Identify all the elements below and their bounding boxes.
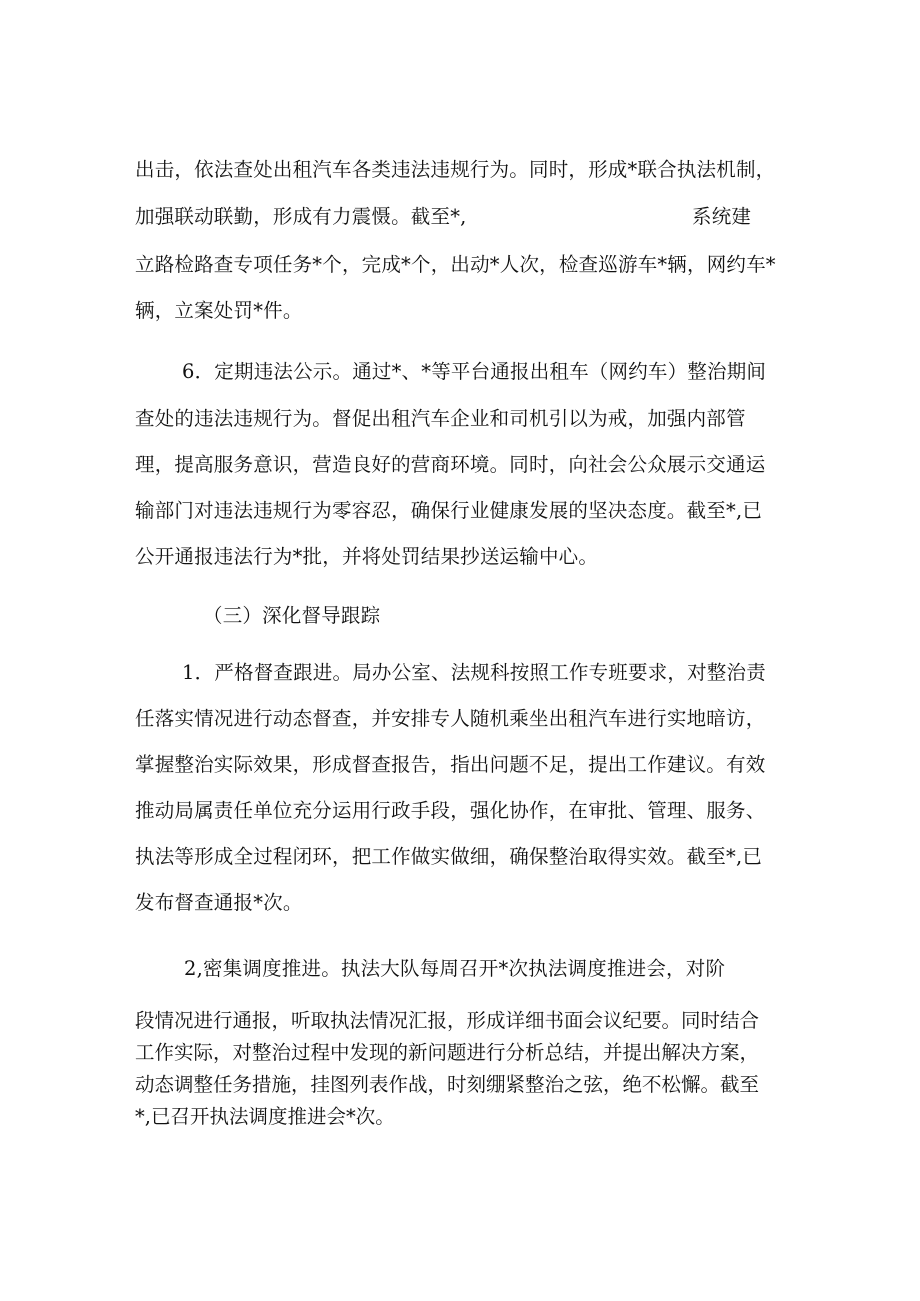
paragraph-3-line-1: 1．严格督查跟进。局办公室、法规科按照工作专班要求，对整治责 xyxy=(182,661,766,684)
paragraph-3-line-5: 执法等形成全过程闭环，把工作做实做细，确保整治取得实效。截至*,已 xyxy=(135,845,763,868)
paragraph-1-line-2b: 系统建 xyxy=(692,205,752,228)
paragraph-2-line-1: 6．定期违法公示。通过*、*等平台通报出租车（网约车）整治期间 xyxy=(182,360,767,383)
paragraph-1-line-3: 立路检路查专项任务*个，完成*个，出动*人次，检查巡游车*辆，网约车* xyxy=(135,253,776,276)
paragraph-2-line-4: 输部门对违法违规行为零容忍，确保行业健康发展的坚决态度。截至*,已 xyxy=(135,499,763,522)
paragraph-2-line-3: 理，提高服务意识，营造良好的营商环境。同时，向社会公众展示交通运 xyxy=(135,453,766,476)
paragraph-2-line-2: 查处的违法违规行为。督促出租汽车企业和司机引以为戒，加强内部管 xyxy=(135,407,746,430)
paragraph-4-line-4: 动态调整任务措施，挂图列表作战，时刻绷紧整治之弦，绝不松懈。截至 xyxy=(135,1073,760,1096)
paragraph-4-line-2: 段情况进行通报，听取执法情况汇报，形成详细书面会议纪要。同时结合 xyxy=(135,1009,760,1032)
paragraph-3-line-3: 掌握整治实际效果，形成督查报告，指出问题不足，提出工作建议。有效 xyxy=(135,753,766,776)
paragraph-1-line-1: 出击，依法查处出租汽车各类违法违规行为。同时，形成*联合执法机制， xyxy=(135,158,776,181)
paragraph-4-line-1: 2,密集调度推进。执法大队每周召开*次执法调度推进会，对阶 xyxy=(184,957,726,980)
paragraph-3-line-4: 推动局属责任单位充分运用行政手段，强化协作，在审批、管理、服务、 xyxy=(135,799,766,822)
paragraph-4-line-3: 工作实际，对整治过程中发现的新问题进行分析总结，并提出解决方案， xyxy=(135,1041,760,1064)
section-heading: （三）深化督导跟踪 xyxy=(203,604,381,627)
paragraph-4-line-5: *,已召开执法调度推进会*次。 xyxy=(135,1105,395,1128)
paragraph-3-line-6: 发布督查通报*次。 xyxy=(135,891,303,914)
paragraph-1-line-2a: 加强联动联勤，形成有力震慑。截至*, xyxy=(135,205,467,228)
paragraph-1-line-4: 辆，立案处罚*件。 xyxy=(135,299,303,322)
paragraph-3-line-2: 任落实情况进行动态督查，并安排专人随机乘坐出租汽车进行实地暗访， xyxy=(135,707,766,730)
paragraph-2-line-5: 公开通报违法行为*批，并将处罚结果抄送运输中心。 xyxy=(135,545,599,568)
